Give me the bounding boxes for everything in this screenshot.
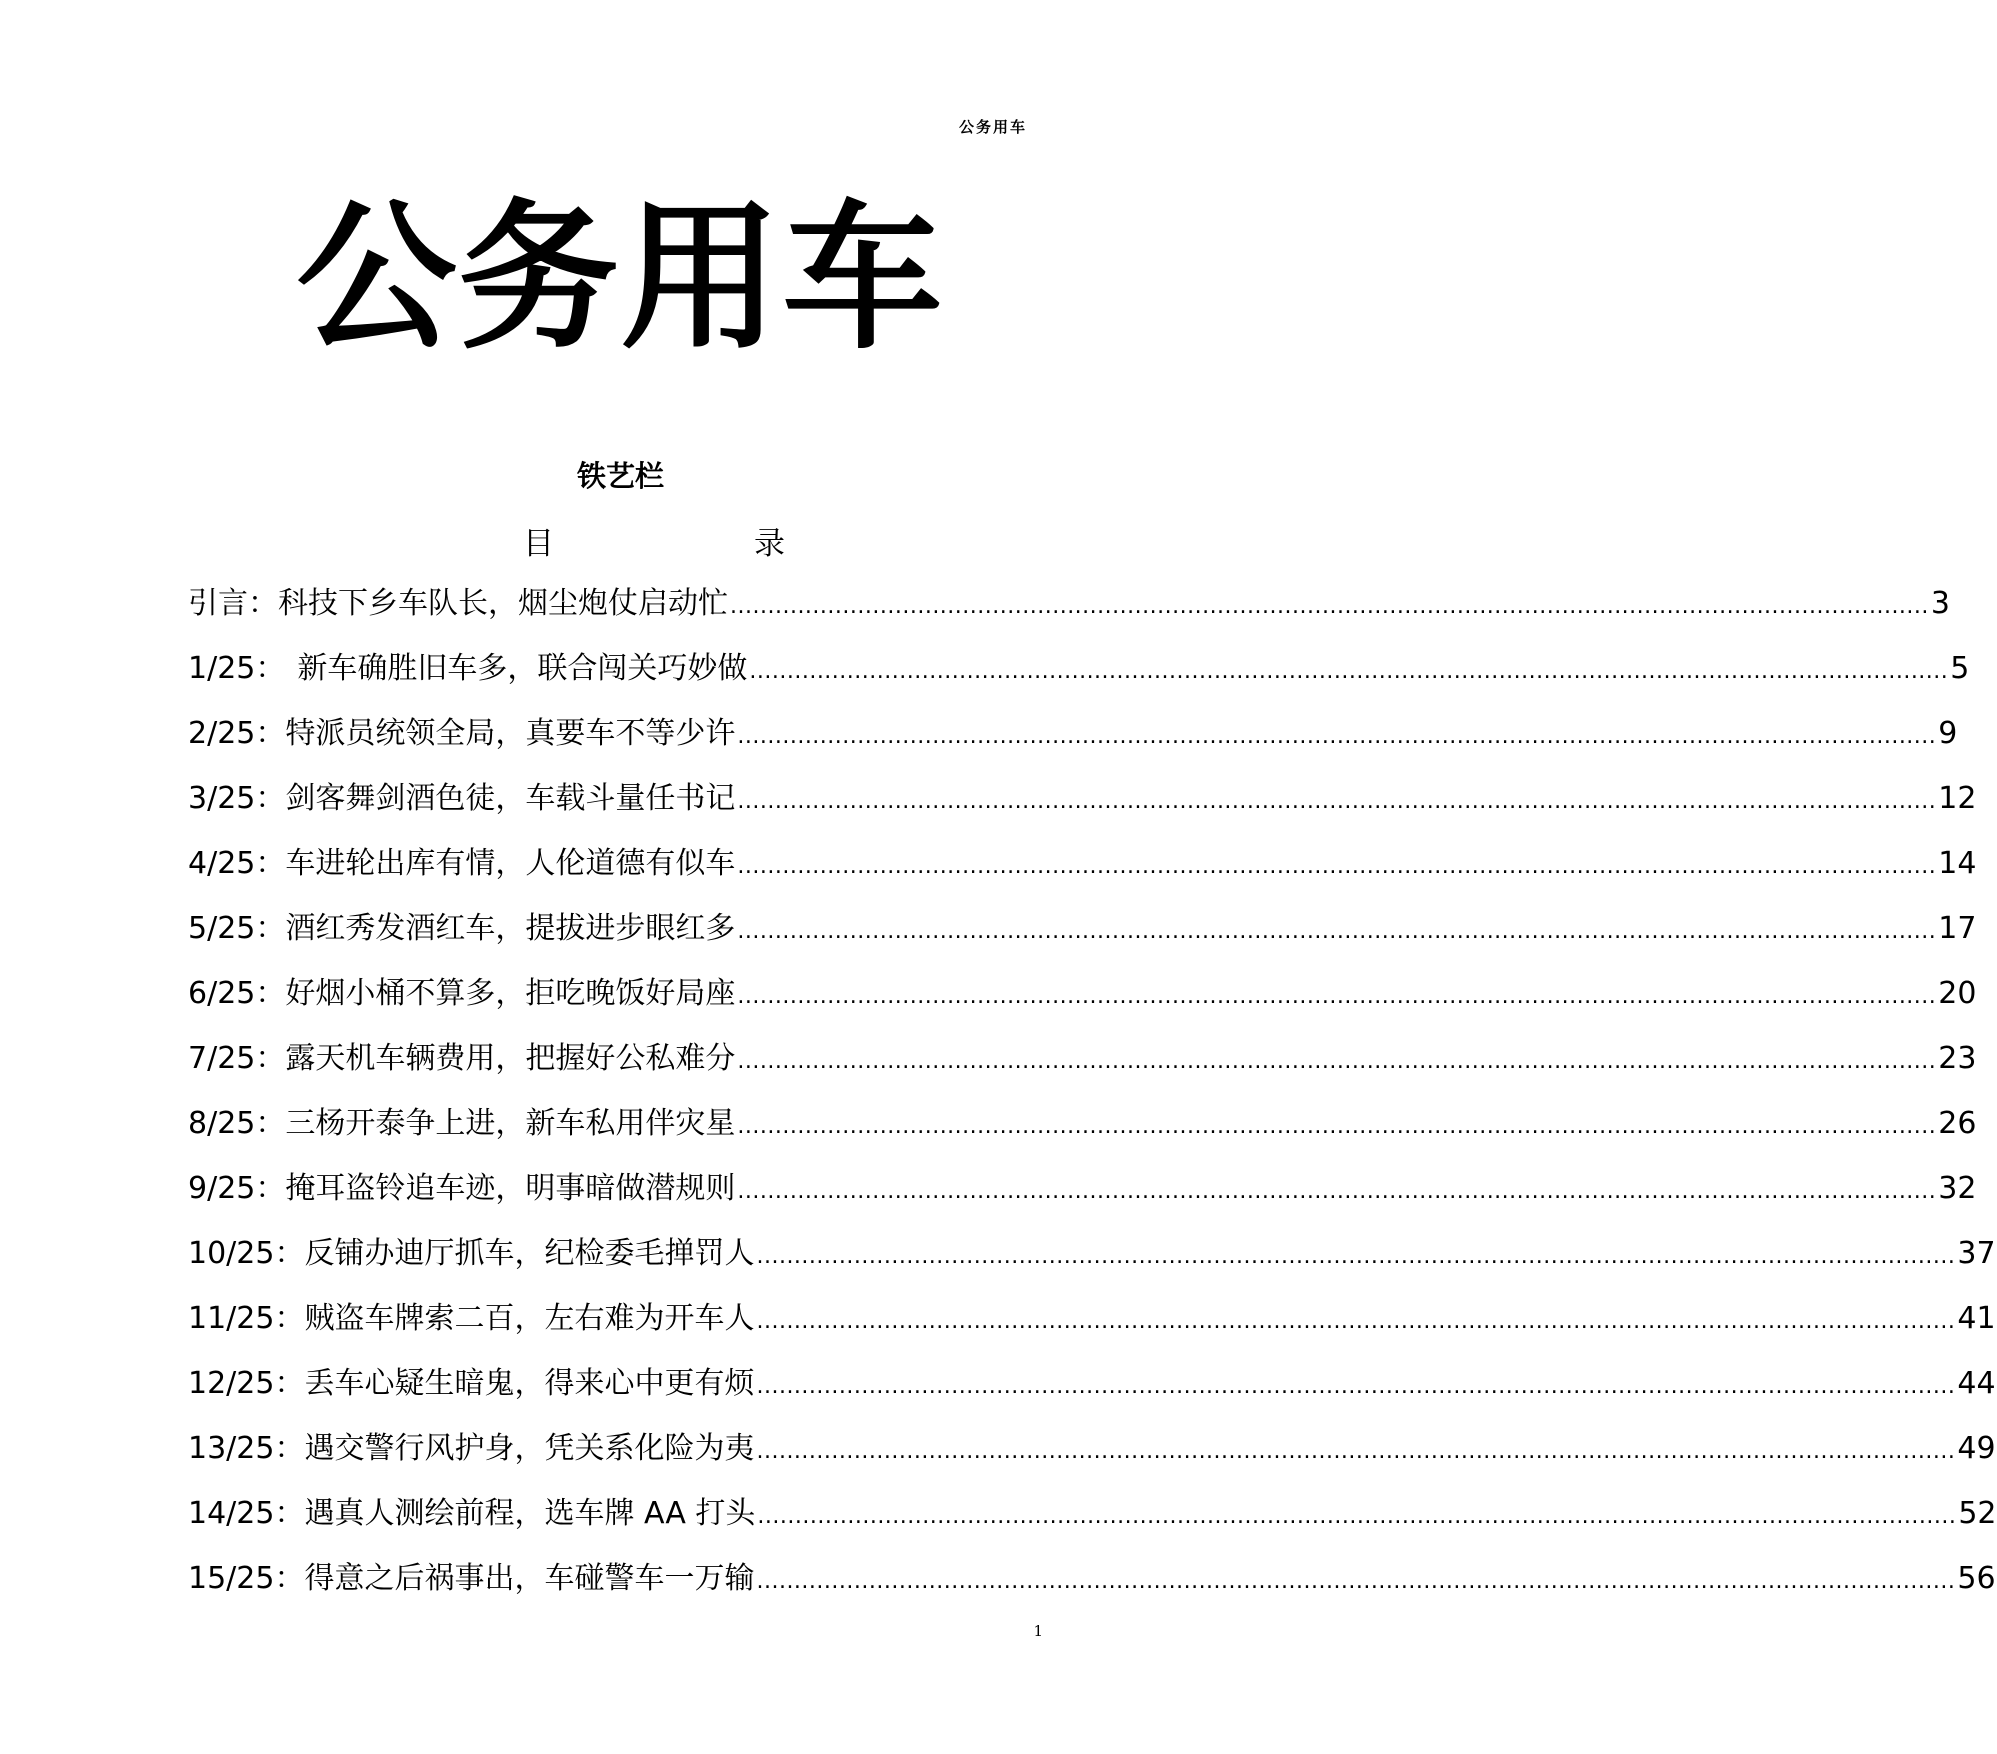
toc-entry-page: 26	[1938, 1106, 1977, 1141]
toc-entry-page: 41	[1957, 1301, 1996, 1336]
toc-entry-number: 4/25：	[188, 846, 286, 881]
toc-entry-page: 37	[1957, 1236, 1996, 1271]
toc-entry-title: 车进轮出库有情，人伦道德有似车	[285, 846, 736, 881]
toc-entry-page: 23	[1938, 1041, 1977, 1076]
toc-heading	[523, 518, 785, 563]
toc-entry[interactable]	[188, 1104, 1977, 1169]
document-title: 公务用车	[296, 184, 945, 371]
toc-entry-number: 6/25：	[188, 976, 286, 1011]
toc-entry-title: 科技下乡车队长，烟尘炮仗启动忙	[278, 586, 728, 621]
toc-entry-number: 14/25：	[188, 1496, 305, 1531]
toc-leader-dots: ................................................................................................................................................................	[737, 984, 1937, 1009]
toc-entry[interactable]	[188, 1559, 1996, 1624]
toc-leader-dots: ................................................................................................................................................................	[737, 854, 1937, 879]
toc-entry[interactable]	[188, 584, 1950, 649]
toc-entry-number: 1/25：	[188, 651, 286, 686]
toc-entry-title: 三杨开泰争上进，新车私用伴灾星	[285, 1106, 736, 1141]
toc-entry-title: 掩耳盗铃追车迹，明事暗做潜规则	[285, 1171, 736, 1206]
toc-entry-page: 14	[1938, 846, 1977, 881]
toc-leader-dots: ................................................................................................................................................................	[737, 919, 1937, 944]
toc-entry-title: 剑客舞剑酒色徒，车载斗量任书记	[285, 781, 736, 816]
toc-entry[interactable]	[188, 1234, 1996, 1299]
toc-entry-number: 5/25：	[188, 911, 286, 946]
toc-leader-dots: ................................................................................................................................................................	[737, 1049, 1937, 1074]
toc-entry-number: 引言：	[188, 586, 278, 621]
toc-entry-number: 15/25：	[188, 1561, 305, 1596]
toc-entry-title: 得意之后祸事出，车碰警车一万输	[304, 1561, 755, 1596]
toc-leader-dots: ................................................................................................................................................................	[756, 1374, 1956, 1399]
toc-leader-dots: ................................................................................................................................................................	[737, 1179, 1937, 1204]
toc-entry-number: 7/25：	[188, 1041, 286, 1076]
toc-entry[interactable]	[188, 844, 1977, 909]
toc-leader-dots: ................................................................................................................................................................	[756, 1309, 1956, 1334]
toc-entry-page: 3	[1930, 586, 1950, 621]
toc-entry-page: 49	[1957, 1431, 1996, 1466]
toc-leader-dots: ................................................................................................................................................................	[749, 659, 1949, 684]
toc-entry[interactable]	[188, 649, 1970, 714]
toc-leader-dots: ................................................................................................................................................................	[730, 594, 1929, 619]
toc-entry-title: 贼盗车牌索二百，左右难为开车人	[304, 1301, 755, 1336]
toc-entry-title: 特派员统领全局，真要车不等少许	[285, 716, 736, 751]
toc-entry[interactable]	[188, 909, 1977, 974]
toc-leader-dots: ................................................................................................................................................................	[756, 1439, 1956, 1464]
toc-entry-number: 2/25：	[188, 716, 286, 751]
toc-entry-title: 好烟小桶不算多，拒吃晚饭好局座	[285, 976, 736, 1011]
toc-entry-title: 反铺办迪厅抓车，纪检委毛掸罚人	[304, 1236, 755, 1271]
toc-entry-title: 新车确胜旧车多，联合闯关巧妙做	[297, 651, 748, 686]
toc-entry-page: 5	[1950, 651, 1970, 686]
toc-entry-page: 32	[1938, 1171, 1977, 1206]
toc-entry-page: 9	[1938, 716, 1958, 751]
toc-leader-dots: ................................................................................................................................................................	[737, 789, 1937, 814]
toc-heading-left: 目	[523, 526, 554, 562]
toc-entry-page: 12	[1938, 781, 1977, 816]
toc-entry-number: 10/25：	[188, 1236, 305, 1271]
toc-entry[interactable]	[188, 1039, 1977, 1104]
toc-leader-dots: ................................................................................................................................................................	[737, 1114, 1937, 1139]
toc-entry-title: 酒红秀发酒红车，提拔进步眼红多	[285, 911, 736, 946]
toc-leader-dots: ................................................................................................................................................................	[756, 1244, 1956, 1269]
toc-entry-number: 9/25：	[188, 1171, 286, 1206]
page-number: 1	[1033, 1622, 1043, 1640]
toc-entry-number: 12/25：	[188, 1366, 305, 1401]
toc-entry-title: 露天机车辆费用，把握好公私难分	[285, 1041, 736, 1076]
toc-entry-page: 17	[1938, 911, 1977, 946]
toc-leader-dots: ................................................................................................................................................................	[757, 1504, 1957, 1529]
toc-entry-page: 20	[1938, 976, 1977, 1011]
toc-entry[interactable]	[188, 1299, 1996, 1364]
toc-entry[interactable]	[188, 974, 1977, 1039]
running-header: 公务用车	[958, 118, 1027, 136]
toc-entry-number: 11/25：	[188, 1301, 305, 1336]
toc-leader-dots: ................................................................................................................................................................	[756, 1569, 1956, 1594]
toc-entry[interactable]	[188, 714, 1958, 779]
toc-entry-title: 遇交警行风护身，凭关系化险为夷	[304, 1431, 755, 1466]
toc-entry-page: 56	[1957, 1561, 1996, 1596]
toc-heading-right: 录	[754, 526, 785, 562]
author-name: 铁艺栏	[576, 459, 664, 493]
toc-entry-title: 遇真人测绘前程，选车牌 AA 打头	[304, 1496, 756, 1531]
toc-entry-page: 52	[1958, 1496, 1997, 1531]
toc-entry[interactable]	[188, 1169, 1977, 1234]
toc-entry[interactable]	[188, 1494, 1997, 1559]
toc-entry-page: 44	[1957, 1366, 1996, 1401]
toc-entry[interactable]	[188, 1364, 1996, 1429]
toc-entry-number: 3/25：	[188, 781, 286, 816]
toc-entry-title: 丢车心疑生暗鬼，得来心中更有烦	[304, 1366, 755, 1401]
toc-leader-dots: ................................................................................................................................................................	[737, 724, 1937, 749]
toc-entry-number: 8/25：	[188, 1106, 286, 1141]
toc-entry[interactable]	[188, 779, 1977, 844]
table-of-contents	[188, 584, 1997, 1624]
toc-entry[interactable]	[188, 1429, 1996, 1494]
toc-entry-number: 13/25：	[188, 1431, 305, 1466]
